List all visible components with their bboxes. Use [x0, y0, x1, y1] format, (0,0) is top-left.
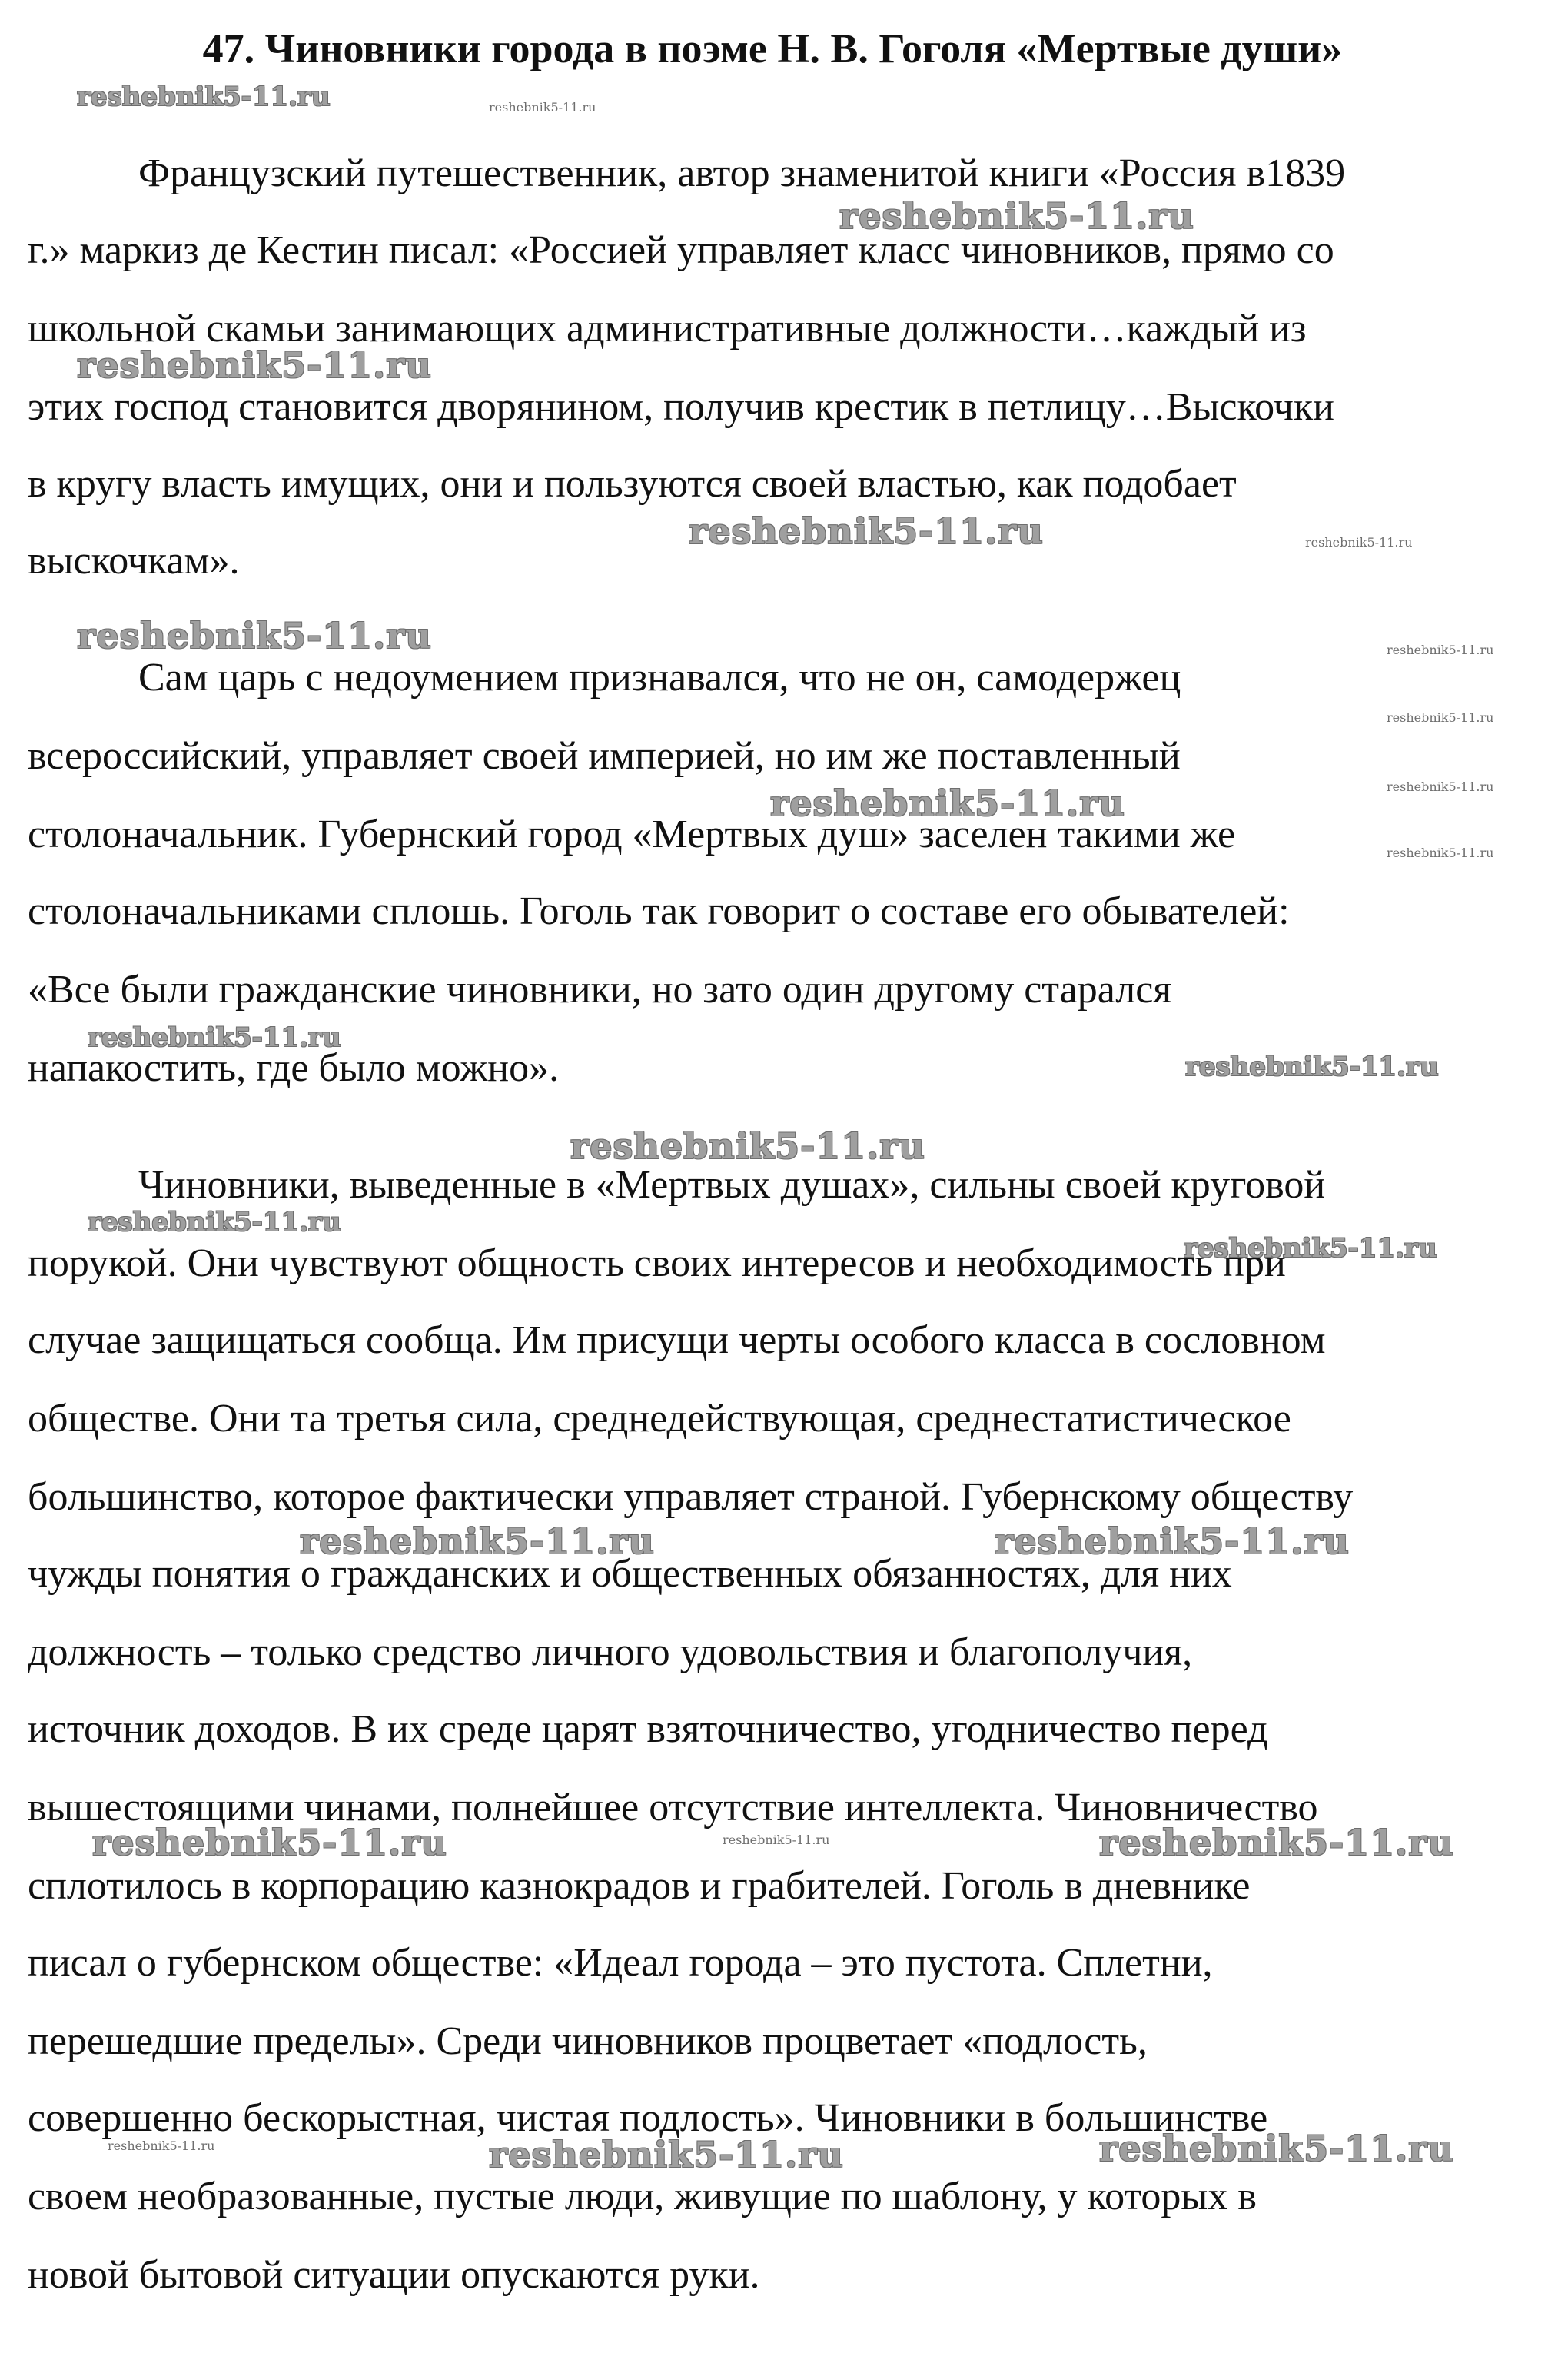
- watermark: reshebnik5-11.ru: [1185, 1052, 1439, 1082]
- paragraph-3-line-10: сплотилось в корпорацию казнокрадов и грабителей. Гоголь в дневнике: [28, 1864, 1251, 1908]
- watermark: reshebnik5-11.ru: [88, 1022, 341, 1053]
- watermark: reshebnik5-11.ru: [839, 195, 1194, 237]
- paragraph-2-line-2: всероссийский, управляет своей империей, но им же поставленный: [28, 734, 1181, 778]
- watermark: reshebnik5-11.ru: [489, 100, 596, 115]
- watermark: reshebnik5-11.ru: [92, 1822, 447, 1863]
- watermark: reshebnik5-11.ru: [77, 344, 432, 386]
- watermark: reshebnik5-11.ru: [1387, 846, 1494, 860]
- paragraph-2-line-4: столоначальниками сплошь. Гоголь так говорит о составе его обывателей:: [28, 889, 1290, 933]
- watermark: reshebnik5-11.ru: [300, 1520, 655, 1562]
- watermark: reshebnik5-11.ru: [1387, 779, 1494, 794]
- paragraph-3-line-4: обществе. Они та третья сила, среднедействующая, среднестатистическое: [28, 1397, 1291, 1441]
- paragraph-2-line-5: «Все были гражданские чиновники, но зато один другому старался: [28, 968, 1172, 1012]
- paragraph-1-line-6: выскочкам».: [28, 539, 240, 583]
- paragraph-3-line-12: перешедшие пределы». Среди чиновников процветает «подлость,: [28, 2019, 1148, 2063]
- watermark: reshebnik5-11.ru: [77, 615, 432, 656]
- watermark: reshebnik5-11.ru: [723, 1833, 830, 1847]
- paragraph-3-line-14: своем необразованные, пустые люди, живущие по шаблону, у которых в: [28, 2175, 1257, 2218]
- paragraph-1-line-2: г.» маркиз де Кестин писал: «Россией управляет класс чиновников, прямо со: [28, 228, 1334, 272]
- paragraph-1-line-3: школьной скамьи занимающих административные должности…каждый из: [28, 307, 1307, 351]
- watermark: reshebnik5-11.ru: [1387, 710, 1494, 725]
- paragraph-3-line-1: Чиновники, выведенные в «Мертвых душах», сильны своей круговой: [138, 1163, 1326, 1207]
- paragraph-3-line-13: совершенно бескорыстная, чистая подлость». Чиновники в большинстве: [28, 2096, 1268, 2140]
- watermark: reshebnik5-11.ru: [1099, 2128, 1454, 2169]
- paragraph-3-line-6: чужды понятия о гражданских и общественных обязанностях, для них: [28, 1552, 1232, 1596]
- paragraph-2-line-6: напакостить, где было можно».: [28, 1046, 560, 1090]
- paragraph-1-line-4: этих господ становится дворянином, получив крестик в петлицу…Выскочки: [28, 385, 1335, 429]
- watermark: reshebnik5-11.ru: [1387, 643, 1494, 657]
- paragraph-3-line-5: большинство, которое фактически управляет страной. Губернскому обществу: [28, 1475, 1354, 1519]
- paragraph-1-line-5: в кругу власть имущих, они и пользуются своей властью, как подобает: [28, 462, 1237, 506]
- paragraph-3-line-7: должность – только средство личного удовольствия и благополучия,: [28, 1630, 1193, 1674]
- watermark: reshebnik5-11.ru: [770, 783, 1125, 824]
- watermark: reshebnik5-11.ru: [1099, 1822, 1454, 1863]
- watermark: reshebnik5-11.ru: [77, 81, 331, 112]
- watermark: reshebnik5-11.ru: [995, 1520, 1350, 1562]
- paragraph-3-line-3: случае защищаться сообща. Им присущи черты особого класса в сословном: [28, 1318, 1326, 1362]
- paragraph-1-line-1: Французский путешественник, автор знаменитой книги «Россия в1839: [138, 151, 1346, 195]
- watermark: reshebnik5-11.ru: [689, 510, 1044, 552]
- watermark: reshebnik5-11.ru: [108, 2138, 215, 2153]
- watermark: reshebnik5-11.ru: [570, 1125, 925, 1167]
- paragraph-3-line-15: новой бытовой ситуации опускаются руки.: [28, 2253, 760, 2297]
- watermark: reshebnik5-11.ru: [489, 2134, 844, 2175]
- paragraph-3-line-9: вышестоящими чинами, полнейшее отсутствие интеллекта. Чиновничество: [28, 1786, 1318, 1829]
- watermark: reshebnik5-11.ru: [1184, 1233, 1437, 1264]
- paragraph-3-line-2: порукой. Они чувствуют общность своих интересов и необходимость при: [28, 1241, 1286, 1285]
- paragraph-2-line-3: столоначальник. Губернский город «Мертвых душ» заселен такими же: [28, 812, 1236, 856]
- watermark: reshebnik5-11.ru: [88, 1207, 341, 1238]
- paragraph-2-line-1: Сам царь с недоумением признавался, что не он, самодержец: [138, 656, 1181, 699]
- paragraph-3-line-11: писал о губернском обществе: «Идеал города – это пустота. Сплетни,: [28, 1941, 1213, 1985]
- document-title: 47. Чиновники города в поэме Н. В. Гоголя «Мертвые души»: [202, 25, 1343, 71]
- watermark: reshebnik5-11.ru: [1305, 535, 1413, 550]
- paragraph-3-line-8: источник доходов. В их среде царят взяточничество, угодничество перед: [28, 1707, 1268, 1751]
